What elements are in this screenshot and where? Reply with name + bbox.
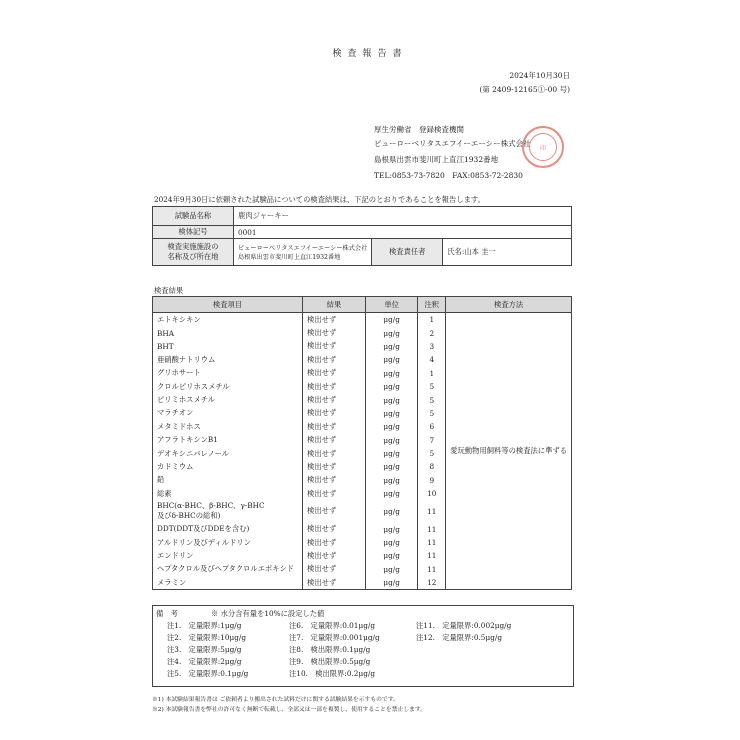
results-body [153,313,572,590]
header-note: 注釈 [418,297,446,313]
test-item [153,500,303,522]
test-note: 1 [418,313,446,327]
responsible-label: 検査責任者 [372,239,443,266]
remarks-moisture: ※ 水分含有量を10%に設定した値 [211,609,325,618]
results-header-row [153,297,572,313]
test-unit: μg/g [365,434,417,447]
test-item [153,522,303,535]
test-unit: μg/g [365,367,417,380]
test-item [153,326,303,339]
header-unit: 単位 [365,297,417,313]
test-note: 11 [418,563,446,576]
test-note: 10 [418,487,446,500]
test-item [153,434,303,447]
test-note: 2 [418,326,446,339]
result-row [153,313,572,327]
test-item-name: グリホサート [157,368,201,378]
test-item-name: エトキシキン [157,314,201,324]
note-8: 注8. 検出限界:0.1μg/g [289,645,371,654]
sample-name-label: 試験品名称 [153,207,234,226]
remarks-box [152,605,574,687]
sample-no: 0001 [234,226,572,239]
test-result: 検出せず [303,460,366,473]
test-item-name: クロルピリホスメチル [157,381,230,391]
test-result: 検出せず [303,549,366,562]
test-item [153,563,303,576]
test-item [153,549,303,562]
test-result: 検出せず [303,353,366,366]
responsible-person: 氏名:山本 圭一 [443,239,572,266]
test-item-name: メタミドホス [157,421,201,431]
test-item [153,407,303,420]
test-item-name-cont: 及びδ-BHCの総和) [157,511,221,521]
note-12: 注12. 定量限界:0.5μg/g [416,633,502,642]
test-note: 9 [418,474,446,487]
note-5: 注5. 定量限界:0.1μg/g [167,669,249,678]
note-9: 注9. 検出限界:0.5μg/g [289,657,371,666]
test-unit: μg/g [365,407,417,420]
sample-no-label: 検体記号 [153,226,234,239]
footnote-2: ※2) 本試験報告書を弊社の許可なく無断で転載し、全部又は一部を複製し、使用することを禁止します。 [152,707,426,713]
test-result: 検出せず [303,447,366,460]
header-result: 結果 [303,297,366,313]
test-item-name: BHA [157,328,174,338]
sample-name: 鹿肉ジャーキー [234,207,572,226]
test-note: 6 [418,420,446,433]
facility-name: ビューローベリタスエフイーエーシー株式会社 [238,245,368,252]
test-item-name: アルドリン及びディルドリン [157,537,251,547]
remarks-label: 備 考 [156,609,178,618]
test-note: 11 [418,500,446,522]
report-title: 検査報告書 [332,49,408,59]
test-unit: μg/g [365,474,417,487]
test-note: 7 [418,434,446,447]
test-result: 検出せず [303,420,366,433]
test-unit: μg/g [365,380,417,393]
test-item-name: ピリミホスメチル [157,395,216,405]
facility-label [153,239,234,266]
test-result: 検出せず [303,340,366,353]
test-note: 8 [418,460,446,473]
test-result: 検出せず [303,393,366,406]
test-result: 検出せず [303,407,366,420]
test-item [153,353,303,366]
test-item [153,487,303,500]
test-unit: μg/g [365,326,417,339]
test-item-name: 鉛 [157,475,165,485]
issuer-company: ビューローベリタスエフイーエーシー株式会社 [374,139,531,148]
test-result: 検出せず [303,500,366,522]
test-item [153,474,303,487]
test-item-name: 総素 [157,488,172,498]
company-seal [522,126,564,168]
test-note: 5 [418,380,446,393]
note-11: 注11. 定量限界:0.002μg/g [416,621,512,630]
note-1: 注1. 定量限界:1μg/g [167,621,242,630]
test-note: 1 [418,367,446,380]
test-unit: μg/g [365,313,417,327]
test-unit: μg/g [365,549,417,562]
test-unit: μg/g [365,536,417,549]
test-result: 検出せず [303,487,366,500]
facility [234,239,372,266]
test-item [153,460,303,473]
test-item-name: エンドリン [157,550,194,560]
note-10: 注10. 検出限界:0.2μg/g [289,669,375,678]
test-unit: μg/g [365,563,417,576]
test-item [153,536,303,549]
test-item-name: BHC(α-BHC、β-BHC、γ-BHC [157,501,265,511]
test-result: 検出せず [303,313,366,327]
test-note: 5 [418,407,446,420]
header-method: 検査方法 [446,297,572,313]
note-7: 注7. 定量限界:0.001μg/g [289,633,380,642]
report-date: 2024年10月30日 [509,71,570,80]
test-unit: μg/g [365,420,417,433]
note-2: 注2. 定量限界:10μg/g [167,633,247,642]
test-unit: μg/g [365,460,417,473]
note-4: 注4. 定量限界:2μg/g [167,657,242,666]
test-item-name: アフラトキシンB1 [157,435,218,445]
results-heading: 検査結果 [154,286,184,295]
issuer-address: 島根県出雲市斐川町上直江1932番地 [374,155,499,164]
results-table [152,296,572,590]
test-result: 検出せず [303,576,366,590]
test-note: 5 [418,393,446,406]
document-number: (第 2409-12165①-00 号) [479,85,570,94]
issuer-registration: 厚生労働省 登録検査機関 [374,125,464,134]
test-item-name: メラミン [157,577,187,587]
test-item [153,313,303,327]
test-item [153,367,303,380]
test-item-name: マラチオン [157,408,194,418]
test-result: 検出せず [303,326,366,339]
test-unit: μg/g [365,353,417,366]
test-item [153,340,303,353]
test-unit: μg/g [365,522,417,535]
test-result: 検出せず [303,474,366,487]
test-unit: μg/g [365,487,417,500]
test-result: 検出せず [303,380,366,393]
test-method: 愛玩動物用飼料等の検査法に準ずる [446,313,572,590]
facility-label-line2: 名称及び所在地 [167,252,219,261]
test-item-name: 亜硝酸ナトリウム [157,354,216,364]
test-note: 5 [418,447,446,460]
test-unit: μg/g [365,340,417,353]
footnote-1: ※1) 本試験結果報告書は ご依頼者より搬出された試料だけに関する試験結果を示すものです。 [152,697,399,703]
note-3: 注3. 定量限界:5μg/g [167,645,242,654]
test-unit: μg/g [365,576,417,590]
test-note: 4 [418,353,446,366]
facility-address: 島根県出雲市斐川町上直江1932番地 [238,254,341,261]
header-item: 検査項目 [153,297,303,313]
sample-info-table [152,206,572,266]
intro-statement: 2024年9月30日に依頼された試験品についての検査結果は、下記のとおりであることを報告します。 [154,195,485,204]
facility-label-line1: 検査実施施設の [167,242,219,251]
test-result: 検出せず [303,536,366,549]
test-item-name: デオキシニバレノール [157,448,230,458]
test-item-name: BHT [157,341,174,351]
test-item [153,393,303,406]
test-note: 3 [418,340,446,353]
test-result: 検出せず [303,563,366,576]
test-result: 検出せず [303,434,366,447]
test-unit: μg/g [365,500,417,522]
test-unit: μg/g [365,393,417,406]
test-result: 検出せず [303,367,366,380]
test-item [153,420,303,433]
test-item [153,380,303,393]
test-item-name: ヘプタクロル及びヘプタクロルエポキシド [157,564,295,574]
test-item-name: DDT(DDT及びDDEを含む) [157,524,250,534]
test-note: 11 [418,536,446,549]
test-unit: μg/g [365,447,417,460]
seal-inner: 印 [529,133,557,161]
test-item [153,576,303,590]
note-6: 注6. 定量限界:0.01μg/g [289,621,375,630]
test-note: 11 [418,522,446,535]
test-result: 検出せず [303,522,366,535]
test-note: 11 [418,549,446,562]
issuer-contact: TEL:0853-73-7820 FAX:0853-72-2830 [374,171,523,180]
test-item [153,447,303,460]
test-item-name: カドミウム [157,461,194,471]
test-note: 12 [418,576,446,590]
